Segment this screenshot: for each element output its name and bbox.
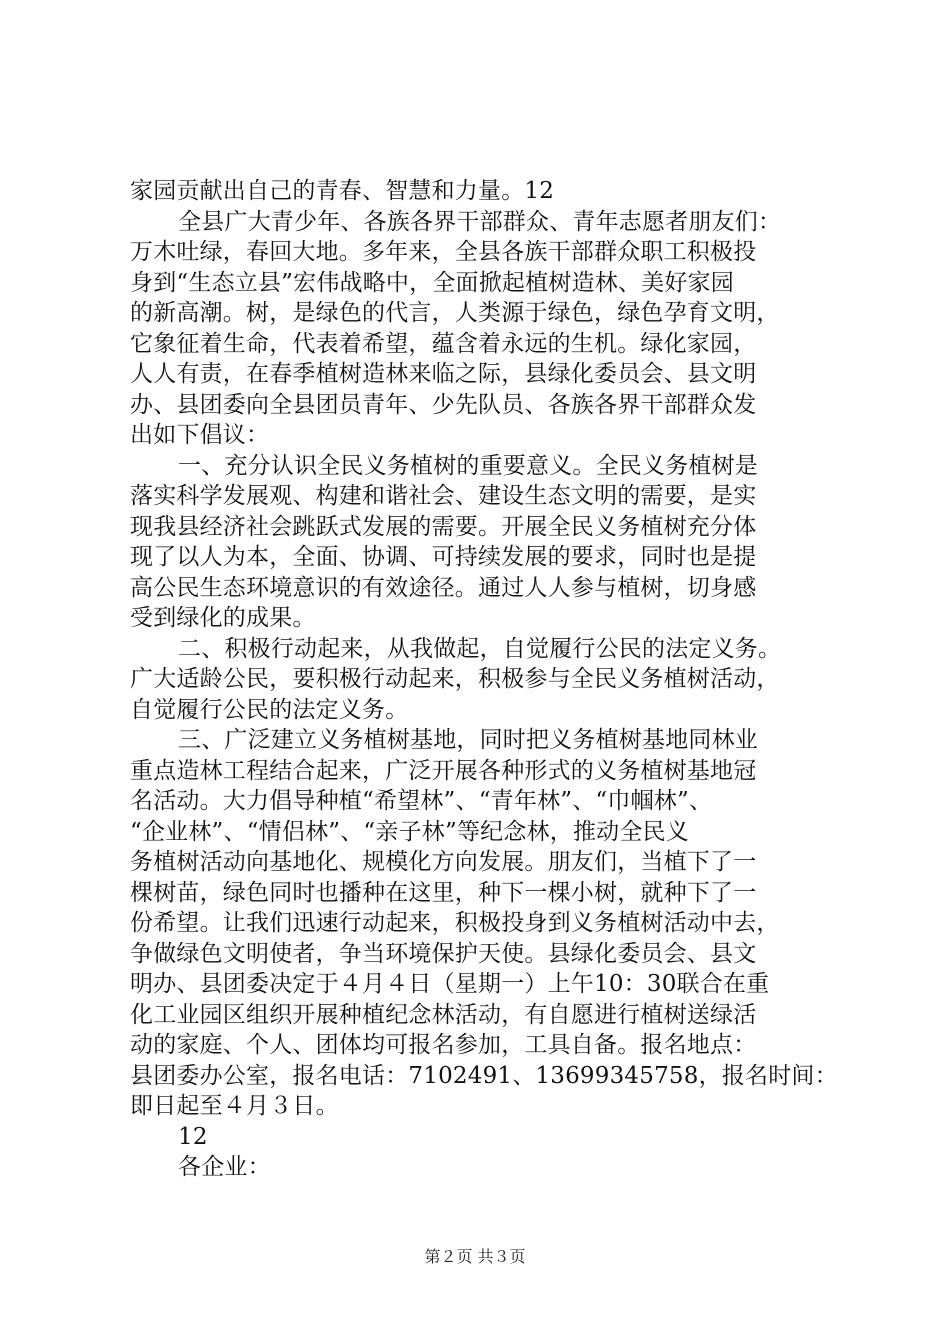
text-line: 二、积极行动起来，从我做起，自觉履行公民的法定义务。 <box>178 635 782 662</box>
text-line: 广大适龄公民，要积极行动起来，积极参与全民义务植树活动， <box>130 666 780 692</box>
text-line: 受到绿化的成果。 <box>130 605 316 631</box>
text-line: 全县广大青少年、各族各界干部群众、青年志愿者朋友们： <box>178 208 782 235</box>
page-footer: 第２页 共３页 <box>424 1247 526 1266</box>
text-line: 重点造林工程结合起来，广泛开展各种形式的义务植树基地冠 <box>130 757 757 784</box>
text-line: 人人有责，在春季植树造林来临之际，县绿化委员会、县文明 <box>130 361 757 387</box>
text-line: 务植树活动向基地化、规模化方向发展。朋友们，当植下了一 <box>130 849 757 875</box>
text-line: 三、广泛建立义务植树基地，同时把义务植树基地同林业 <box>178 727 758 753</box>
text-line: 现了以人为本，全面、协调、可持续发展的要求，同时也是提 <box>130 544 757 570</box>
text-line: 身到“生态立县”宏伟战略中，全面掀起植树造林、美好家园 <box>130 269 734 296</box>
text-line: 即日起至４月３日。 <box>130 1093 339 1119</box>
text-line: 办、县团委向全县团员青年、少先队员、各族各界干部群众发 <box>130 391 757 418</box>
text-line: 12 <box>178 1123 208 1150</box>
text-line: 高公民生态环境意识的有效途径。通过人人参与植树，切身感 <box>130 574 757 601</box>
text-line: 万木吐绿，春回大地。多年来，全县各族干部群众职工积极投 <box>130 239 757 265</box>
text-line: 县团委办公室，报名电话：7102491、13699345758，报名时间： <box>130 1062 838 1089</box>
text-line: 名活动。大力倡导种植“希望林”、“青年林”、“巾帼林”、 <box>130 788 713 814</box>
text-line: 现我县经济社会跳跃式发展的需要。开展全民义务植树充分体 <box>130 513 757 540</box>
text-line: 一、充分认识全民义务植树的重要意义。全民义务植树是 <box>178 452 758 479</box>
text-line: “企业林”、“情侣林”、“亲子林”等纪念林，推动全民义 <box>130 818 689 845</box>
text-line: 争做绿色文明使者，争当环境保护天使。县绿化委员会、县文 <box>130 940 757 967</box>
text-line: 的新高潮。树，是绿色的代言，人类源于绿色，绿色孕育文明， <box>130 300 780 326</box>
text-line: 它象征着生命，代表着希望，蕴含着永远的生机。绿化家园， <box>130 330 757 357</box>
text-line: 出如下倡议： <box>130 422 270 448</box>
text-line: 份希望。让我们迅速行动起来，积极投身到义务植树活动中去， <box>130 910 780 936</box>
text-line: 化工业园区组织开展种植纪念林活动，有自愿进行植树送绿活 <box>130 1001 757 1028</box>
text-line: 明办、县团委决定于４月４日（星期一）上午10：30联合在重 <box>130 971 770 997</box>
text-line: 棵树苗，绿色同时也播种在这里，种下一棵小树，就种下了一 <box>130 879 757 906</box>
text-line: 各企业： <box>178 1154 271 1180</box>
text-line: 自觉履行公民的法定义务。 <box>130 696 409 723</box>
text-line: 动的家庭、个人、团体均可报名参加，工具自备。报名地点： <box>130 1032 757 1058</box>
text-line: 落实科学发展观、构建和谐社会、建设生态文明的需要，是实 <box>130 483 757 509</box>
text-line: 家园贡献出自己的青春、智慧和力量。12 <box>130 178 555 204</box>
document-body <box>130 176 838 1183</box>
